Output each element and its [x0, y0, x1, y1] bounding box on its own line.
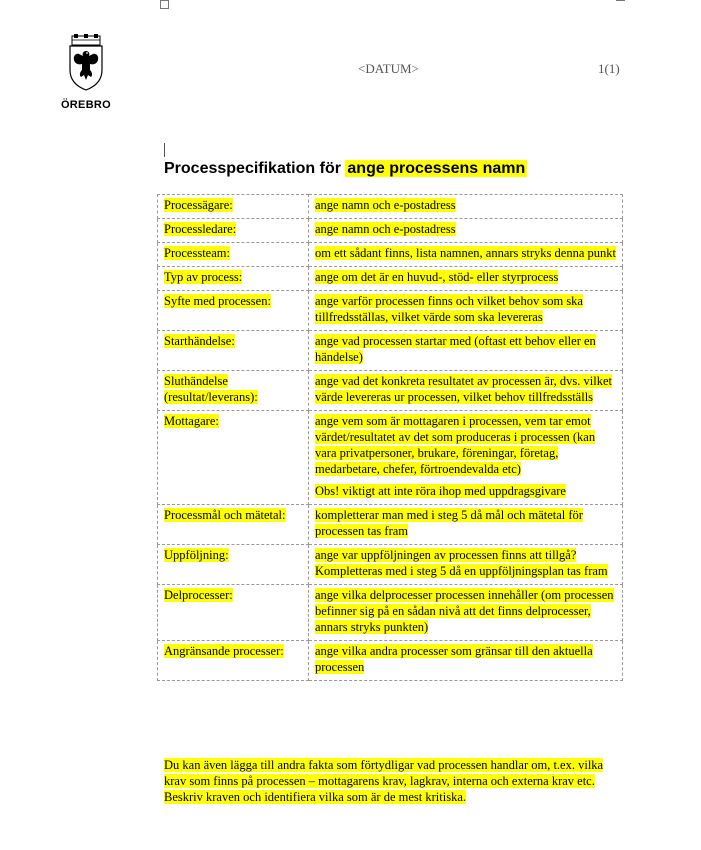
table-row — [158, 219, 623, 243]
row-value-paragraph — [315, 221, 616, 237]
row-value-cell[interactable] — [309, 267, 623, 291]
row-value: om ett sådant finns, lista namnen, annars stryks denna punkt — [315, 246, 616, 260]
row-label: Processteam: — [164, 246, 230, 260]
row-value: ange vad det konkreta resultatet av processen är, dvs. vilket värde levereras ur processen, vilket behov tillfredsställs — [315, 374, 612, 404]
row-label-cell[interactable] — [158, 585, 309, 641]
row-value-paragraph — [315, 245, 616, 261]
footer-paragraph[interactable] — [164, 757, 624, 805]
row-value-note: Obs! viktigt att inte röra ihop med uppdragsgivare — [315, 484, 566, 498]
row-label-cell[interactable] — [158, 505, 309, 545]
row-value-cell[interactable] — [309, 331, 623, 371]
row-value: ange varför processen finns och vilket behov som ska tillfredsställas, vilket värde som ska levereras — [315, 294, 583, 324]
table-row — [158, 331, 623, 371]
row-label-cell[interactable] — [158, 371, 309, 411]
row-label-cell[interactable] — [158, 411, 309, 505]
row-label: Sluthändelse (resultat/leverans): — [164, 374, 258, 404]
row-value: ange namn och e-postadress — [315, 222, 456, 236]
row-value: ange vad processen startar med (oftast ett behov eller en händelse) — [315, 334, 596, 364]
row-label-cell[interactable] — [158, 219, 309, 243]
row-label-cell[interactable] — [158, 641, 309, 681]
row-value-paragraph — [315, 373, 616, 405]
title-prefix: Processpecifikation för — [164, 160, 341, 177]
orebro-logo — [60, 34, 112, 111]
row-value: ange namn och e-postadress — [315, 198, 456, 212]
row-label-cell[interactable] — [158, 267, 309, 291]
title-process-name[interactable]: ange processens namn — [347, 160, 526, 177]
table-row — [158, 267, 623, 291]
row-label-cell[interactable] — [158, 195, 309, 219]
row-label: Angränsande processer: — [164, 644, 284, 658]
table-row — [158, 505, 623, 545]
row-value-cell[interactable] — [309, 291, 623, 331]
row-value-paragraph — [315, 197, 616, 213]
row-value: ange vilka andra processer som gränsar till den aktuella processen — [315, 644, 593, 674]
row-label-cell[interactable] — [158, 243, 309, 267]
row-value-paragraph — [315, 293, 616, 325]
page-corner-mark-right — [616, 0, 625, 1]
row-value-cell[interactable] — [309, 219, 623, 243]
table-row — [158, 291, 623, 331]
row-value-paragraph — [315, 507, 616, 539]
row-value: ange var uppföljningen av processen finns att tillgå? Kompletteras med i steg 5 då en uppföljningsplan tas fram — [315, 548, 608, 578]
coat-of-arms-icon — [66, 34, 106, 92]
row-value: ange om det är en huvud-, stöd- eller styrprocess — [315, 270, 559, 284]
row-value-cell[interactable] — [309, 641, 623, 681]
row-value-cell[interactable] — [309, 545, 623, 585]
logo-text: ÖREBRO — [60, 99, 112, 111]
row-label: Mottagare: — [164, 414, 219, 428]
page-number: 1(1) — [598, 61, 620, 76]
footer-text: Du kan även lägga till andra fakta som förtydligar vad processen handlar om, t.ex. vilka krav som finns på processen – mottagarens krav, lagkrav, interna och externa krav etc. Beskriv kraven och identifiera vilka som är de mest kritiska. — [164, 758, 604, 804]
row-value-cell[interactable] — [309, 505, 623, 545]
process-spec-table — [157, 194, 623, 681]
page-title[interactable] — [164, 160, 527, 178]
row-label: Processägare: — [164, 198, 233, 212]
row-value-cell[interactable] — [309, 243, 623, 267]
row-value-cell[interactable] — [309, 371, 623, 411]
table-row — [158, 371, 623, 411]
page-corner-mark-left — [160, 0, 169, 9]
table-row — [158, 641, 623, 681]
row-label: Processmål och mätetal: — [164, 508, 286, 522]
table-row — [158, 411, 623, 505]
row-label-cell[interactable] — [158, 331, 309, 371]
row-label: Syfte med processen: — [164, 294, 271, 308]
row-label-cell[interactable] — [158, 291, 309, 331]
row-label: Typ av process: — [164, 270, 243, 284]
row-value-paragraph — [315, 587, 616, 635]
row-value-cell[interactable] — [309, 411, 623, 505]
row-label: Delprocesser: — [164, 588, 233, 602]
row-label-cell[interactable] — [158, 545, 309, 585]
table-row — [158, 585, 623, 641]
row-label: Uppföljning: — [164, 548, 229, 562]
table-row — [158, 545, 623, 585]
row-label: Starthändelse: — [164, 334, 235, 348]
row-value-paragraph — [315, 547, 616, 579]
row-value-paragraph — [315, 643, 616, 675]
row-value-paragraph — [315, 269, 616, 285]
row-value-paragraph — [315, 413, 616, 477]
text-cursor — [164, 143, 165, 157]
row-value: kompletterar man med i steg 5 då mål och mätetal för processen tas fram — [315, 508, 583, 538]
row-value: ange vem som är mottagaren i processen, vem tar emot värdet/resultatet av det som produceras i processen (kan vara privatpersoner, brukare, föreningar, företag, medarbetare, chefer, förtroendevalda etc) — [315, 414, 596, 476]
table-row — [158, 243, 623, 267]
row-value: ange vilka delprocesser processen innehåller (om processen befinner sig på en sådan nivå att det finns delprocesser, annars stryks punkten) — [315, 588, 614, 634]
row-value-paragraph — [315, 333, 616, 365]
row-value-cell[interactable] — [309, 585, 623, 641]
table-row — [158, 195, 623, 219]
row-label: Processledare: — [164, 222, 237, 236]
row-value-paragraph — [315, 483, 616, 499]
date-placeholder[interactable]: <DATUM> — [358, 61, 419, 76]
row-value-cell[interactable] — [309, 195, 623, 219]
